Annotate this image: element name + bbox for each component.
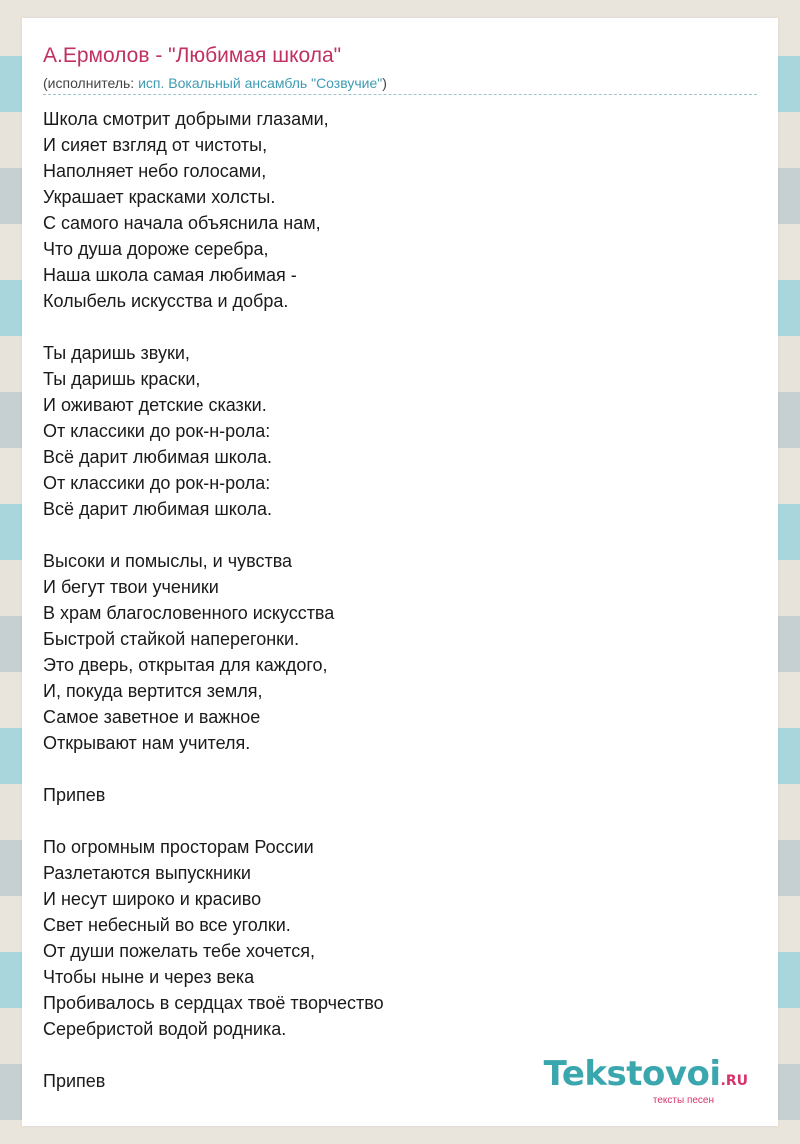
lyric-line: Открывают нам учителя. bbox=[43, 733, 251, 753]
lyric-line: Что душа дороже серебра, bbox=[43, 239, 269, 259]
lyric-line: Ты даришь звуки, bbox=[43, 343, 190, 363]
lyric-line: И бегут твои ученики bbox=[43, 577, 219, 597]
lyric-line: Чтобы ныне и через века bbox=[43, 967, 255, 987]
logo-tld: .RU bbox=[720, 1073, 748, 1089]
lyric-line: Наполняет небо голосами, bbox=[43, 161, 267, 181]
logo-name: Tekstovoi bbox=[543, 1054, 721, 1094]
site-logo[interactable] bbox=[543, 1054, 748, 1106]
lyric-line: И, покуда вертится земля, bbox=[43, 681, 263, 701]
lyric-line: И несут широко и красиво bbox=[43, 889, 262, 909]
lyric-line: Серебристой водой родника. bbox=[43, 1019, 287, 1039]
logo-wordmark bbox=[543, 1054, 748, 1098]
lyric-line: И сияет взгляд от чистоты, bbox=[43, 135, 268, 155]
lyric-line: Это дверь, открытая для каждого, bbox=[43, 655, 328, 675]
lyric-line: Колыбель искусства и добра. bbox=[43, 291, 289, 311]
song-title: А.Ермолов - "Любимая школа" bbox=[43, 44, 342, 67]
lyric-line: От классики до рок-н-рола: bbox=[43, 421, 271, 441]
lyric-line: Всё дарит любимая школа. bbox=[43, 499, 272, 519]
lyric-line: Быстрой стайкой наперегонки. bbox=[43, 629, 300, 649]
lyric-line: Самое заветное и важное bbox=[43, 707, 261, 727]
lyrics-card bbox=[22, 18, 778, 1126]
performer-suffix: ) bbox=[382, 75, 387, 91]
lyric-line: Ты даришь краски, bbox=[43, 369, 201, 389]
lyric-line: Разлетаются выпускники bbox=[43, 863, 251, 883]
performer-link[interactable]: исп. Вокальный ансамбль "Созвучие" bbox=[138, 75, 383, 91]
header-divider bbox=[43, 94, 757, 95]
lyric-line: От души пожелать тебе хочется, bbox=[43, 941, 315, 961]
performer-prefix: (исполнитель: bbox=[43, 75, 139, 91]
stanza-gap bbox=[43, 808, 757, 834]
lyric-line: Наша школа самая любимая - bbox=[43, 265, 297, 285]
lyric-line: Припев bbox=[43, 785, 106, 805]
lyric-line: Украшает красками холсты. bbox=[43, 187, 276, 207]
stanza-gap bbox=[43, 314, 757, 340]
logo-tagline: тексты песен bbox=[652, 1095, 714, 1106]
lyric-line: Пробивалось в сердцах твоё творчество bbox=[43, 993, 384, 1013]
lyric-line: Припев bbox=[43, 1071, 106, 1091]
lyric-line: В храм благословенного искусства bbox=[43, 603, 335, 623]
performer-line bbox=[43, 75, 387, 91]
stanza-gap bbox=[43, 522, 757, 548]
stanza-gap bbox=[43, 756, 757, 782]
lyric-line: По огромным просторам России bbox=[43, 837, 314, 857]
lyric-line: Свет небесный во все уголки. bbox=[43, 915, 291, 935]
lyric-line: От классики до рок-н-рола: bbox=[43, 473, 271, 493]
lyric-line: Всё дарит любимая школа. bbox=[43, 447, 272, 467]
lyric-line: С самого начала объяснила нам, bbox=[43, 213, 321, 233]
lyrics-body bbox=[43, 106, 757, 1094]
lyric-line: И оживают детские сказки. bbox=[43, 395, 267, 415]
lyric-line: Школа смотрит добрыми глазами, bbox=[43, 109, 329, 129]
lyric-line: Высоки и помыслы, и чувства bbox=[43, 551, 293, 571]
